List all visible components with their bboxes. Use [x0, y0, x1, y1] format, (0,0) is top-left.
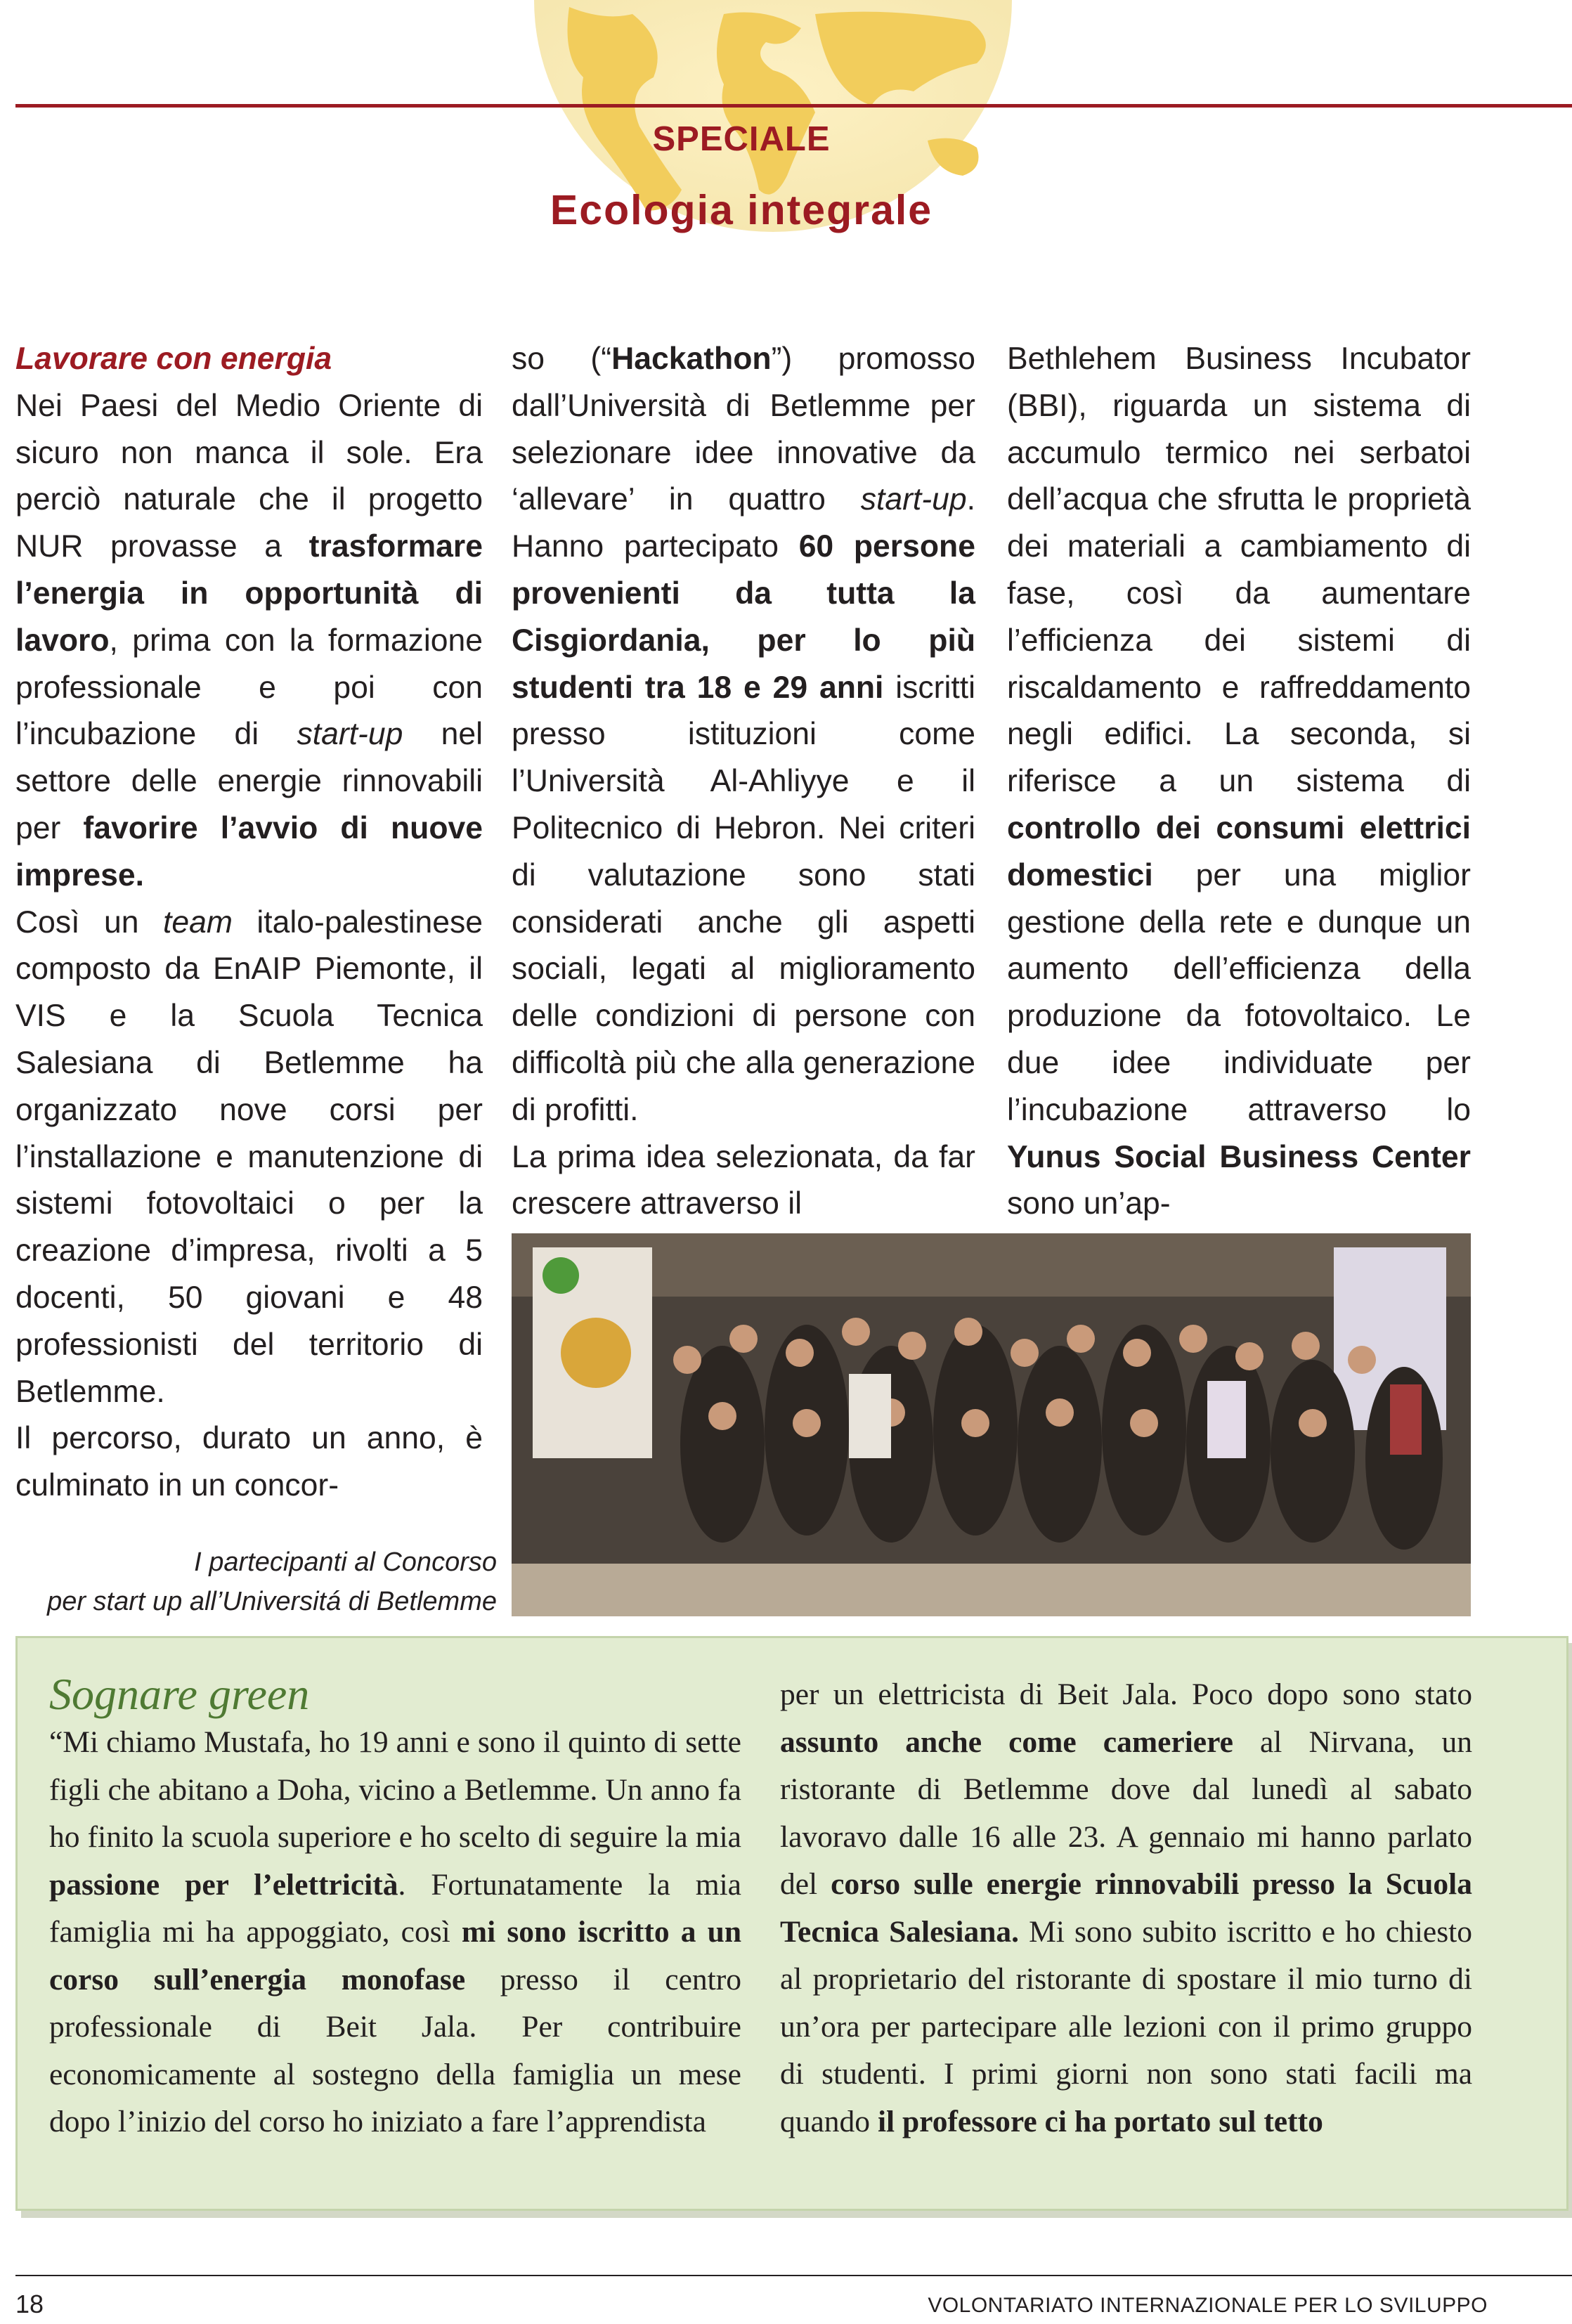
box-column-2	[780, 1671, 1472, 2146]
text-run: passione per l’elettricità	[49, 1867, 398, 1902]
box-column-1	[49, 1719, 741, 2146]
text-run: . Fortunatamente la mia famiglia mi ha appoggiato, così	[49, 1867, 741, 1949]
text-run: al Nirvana, un ristorante di Betlemme dove dal lunedì al sabato lavoravo dalle 16 alle 23. A gennaio mi hanno parlato del	[780, 1725, 1472, 1901]
article-column-1	[15, 336, 483, 1510]
section-kicker: SPECIALE	[652, 120, 831, 158]
text-run: start-up	[297, 717, 403, 752]
text-run: La prima idea selezionata, da far crescere attraverso il	[512, 1139, 975, 1221]
text-run: corso sulle energie rinnovabili presso la Scuola Tecnica Salesiana.	[780, 1867, 1472, 1949]
text-run: per una miglior gestione della rete e dunque un aumento dell’efficienza della produzione da fotovoltaico. Le due idee individuate per l’incubazione attraverso lo	[1007, 857, 1471, 1127]
text-run: so (“	[512, 342, 612, 376]
text-run: , prima con la formazione professionale e poi con l’incubazione di	[15, 623, 483, 752]
text-run: presso il centro professionale di Beit Jala. Per contribuire economicamente al sostegno della famiglia un mese dopo l’inizio del corso ho iniziato a fare l’apprendista	[49, 1962, 741, 2138]
caption-line-1: I partecipanti al Concorso	[194, 1547, 497, 1577]
text-run: favorire l’avvio di nuove imprese.	[15, 810, 483, 892]
text-run: per un elettricista di Beit Jala. Poco dopo sono stato	[780, 1677, 1472, 1711]
text-run: “Mi chiamo Mustafa, ho 19 anni e sono il quinto di sette figli che abitano a Doha, vicino a Betlemme. Un anno fa ho finito la scuola superiore e ho scelto di seguire la mia	[49, 1725, 741, 1854]
text-run: mi sono iscritto a un corso sull’energia monofase	[49, 1915, 742, 1997]
header-rule	[15, 104, 1572, 108]
text-run: il professore ci ha portato sul tetto	[877, 2104, 1323, 2138]
text-run: italo-palestinese composto da EnAIP Piemonte, il VIS e la Scuola Tecnica Salesiana di Betlemme ha organizzato nove corsi per l’installazione e manutenzione di sistemi fotovoltaici o per la creazione d’impresa, rivolti a 5 docenti, 50 giovani e 48 professionisti del territorio di Betlemme.	[15, 904, 483, 1409]
box-title: Sognare green	[49, 1669, 310, 1719]
article-column-3	[1007, 336, 1471, 1228]
text-run: Il percorso, durato un anno, è culminato in un concor-	[15, 1421, 483, 1503]
text-run: . Hanno partecipato	[512, 482, 975, 564]
text-run: Così un	[15, 904, 163, 940]
caption-line-2: per start up all’Universitá di Betlemme	[47, 1587, 497, 1616]
group-photo	[512, 1233, 1471, 1616]
text-run: Yunus Social Business Center	[1007, 1139, 1471, 1174]
footer-rule	[15, 2275, 1572, 2276]
text-run: Nei Paesi del Medio Oriente di sicuro non manca il sole. Era perciò naturale che il progetto NUR provasse a	[15, 388, 483, 564]
text-run: Hackathon	[611, 342, 772, 376]
text-run: sono un’ap-	[1007, 1186, 1171, 1221]
article-lead-in: Lavorare con energia	[15, 342, 332, 376]
text-run: iscritti presso istituzioni come l’Università Al-Ahliyye e il Politecnico di Hebron. Nei criteri di valutazione sono stati considerati anche gli aspetti sociali, legati al miglioramento delle condizioni di persone con difficoltà più che alla generazione di profitti.	[512, 670, 975, 1127]
text-run: Bethlehem Business Incubator (BBI), riguarda un sistema di accumulo termico nei serbatoi dell’acqua che sfrutta le proprietà dei materiali a cambiamento di fase, così da aumentare l’efficienza dei sistemi di riscaldamento e raffreddamento negli edifici. La seconda, si riferisce a un sistema di	[1007, 342, 1471, 799]
text-run: 60 persone provenienti da tutta la Cisgiordania, per lo più studenti tra 18 e 29 anni	[512, 529, 975, 705]
photo-caption	[15, 1543, 497, 1621]
publication-name: VOLONTARIATO INTERNAZIONALE PER LO SVILUPPO	[928, 2294, 1488, 2317]
text-run: controllo dei consumi elettrici domestici	[1007, 810, 1471, 892]
section-title: Ecologia integrale	[550, 187, 933, 233]
text-run: ”) promosso dall’Università di Betlemme per selezionare idee innovative da ‘allevare’ in quattro	[512, 342, 976, 517]
article-column-2	[512, 336, 975, 1228]
text-run: nel settore delle energie rinnovabili per	[15, 717, 483, 845]
text-run: assunto anche come cameriere	[780, 1725, 1233, 1759]
text-run: trasformare l’energia in opportunità di lavoro	[15, 529, 483, 658]
text-run: start-up	[860, 482, 967, 517]
text-run: team	[162, 904, 233, 940]
page-number: 18	[15, 2290, 44, 2318]
text-run: Mi sono subito iscritto e ho chiesto al proprietario del ristorante di spostare il mio turno di un’ora per partecipare alle lezioni con il primo gruppo di studenti. I primi giorni non sono stati facili ma quando	[780, 1914, 1472, 2138]
